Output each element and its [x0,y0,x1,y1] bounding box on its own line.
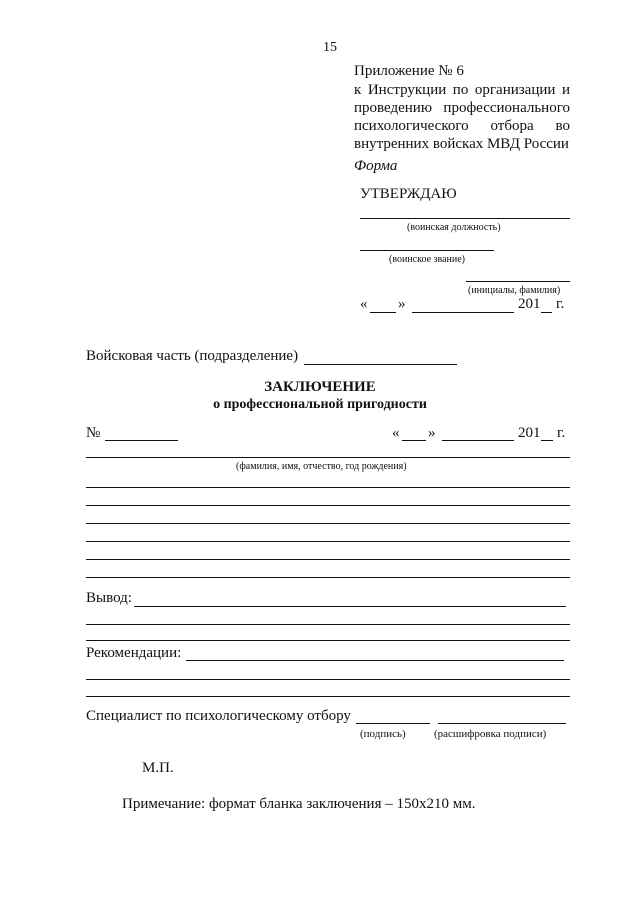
approval-month-line[interactable] [412,312,514,313]
conclusion-month-line[interactable] [442,440,514,441]
body-line[interactable] [86,505,570,506]
conclusion-number-line[interactable] [105,440,178,441]
verdict-line[interactable] [134,606,566,607]
stamp-label: М.П. [142,760,174,776]
approval-day-line[interactable] [370,312,396,313]
verdict-line[interactable] [86,640,570,641]
unit-line[interactable] [304,364,457,365]
conclusion-subtitle: о профессиональной пригодности [213,397,427,412]
conclusion-title: ЗАКЛЮЧЕНИЕ [264,379,376,395]
person-line[interactable] [86,457,570,458]
conclusion-date-close: » [428,425,436,441]
body-line[interactable] [86,541,570,542]
form-label: Форма [354,158,398,174]
rank-line[interactable] [360,250,494,251]
unit-label: Войсковая часть (подразделение) [86,348,299,364]
name-caption: (инициалы, фамилия) [468,285,561,296]
person-caption: (фамилия, имя, отчество, год рождения) [236,461,407,472]
conclusion-year-line[interactable] [541,440,553,441]
appendix-line-1: к Инструкции по организации и [354,82,570,98]
appendix-line-3: психологического отбора во [354,118,570,134]
approval-date-open: « [360,296,368,312]
signature-line[interactable] [356,723,430,724]
conclusion-day-line[interactable] [402,440,426,441]
approval-date-close: » [398,296,406,312]
verdict-label: Вывод: [86,590,132,606]
conclusion-date-suffix: г. [557,425,566,441]
signature-decode-line[interactable] [438,723,566,724]
approval-heading: УТВЕРЖДАЮ [360,186,457,202]
decode-caption: (расшифровка подписи) [434,728,547,740]
conclusion-year: 201 [518,425,541,441]
note-text: Примечание: формат бланка заключения – 150x210 мм. [122,796,476,812]
appendix-title: Приложение № 6 [354,63,464,79]
body-line[interactable] [86,577,570,578]
rank-caption: (воинское звание) [389,254,465,265]
specialist-label: Специалист по психологическому отбору [86,708,351,724]
conclusion-number-label: № [86,425,101,441]
approval-date-suffix: г. [556,296,565,312]
recommendations-line[interactable] [86,679,570,680]
approval-year: 201 [518,296,541,312]
body-line[interactable] [86,559,570,560]
position-caption: (воинская должность) [407,222,501,233]
body-line[interactable] [86,487,570,488]
position-line[interactable] [360,218,570,219]
signature-caption: (подпись) [360,728,406,740]
appendix-line-4: внутренних войсках МВД России [354,136,569,152]
conclusion-date-open: « [392,425,400,441]
verdict-line[interactable] [86,624,570,625]
name-line[interactable] [466,281,570,282]
recommendations-label: Рекомендации: [86,645,182,661]
body-line[interactable] [86,523,570,524]
appendix-line-2: проведению профессионального [354,100,570,116]
recommendations-line[interactable] [86,696,570,697]
page-number: 15 [323,40,337,55]
recommendations-line[interactable] [186,660,564,661]
approval-year-line[interactable] [541,312,552,313]
